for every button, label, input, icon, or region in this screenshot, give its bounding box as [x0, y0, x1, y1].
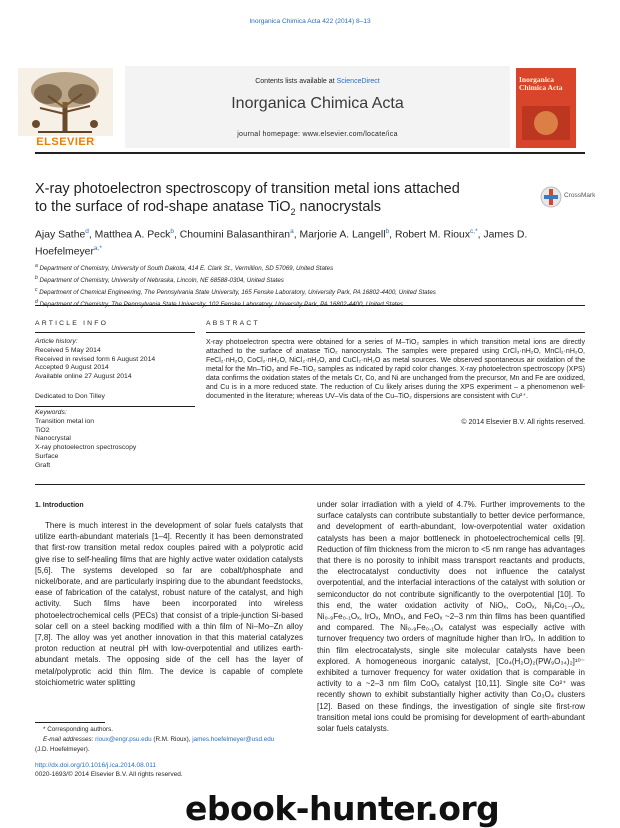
body-column-left — [35, 520, 303, 688]
author-name: Choumini Balasanthiran — [179, 229, 291, 241]
citation-link[interactable]: Inorganica Chimica Acta 422 (2014) 8–13 — [249, 18, 371, 25]
title-line-1: X-ray photoelectron spectroscopy of transition metal ions attached — [35, 181, 460, 197]
affiliation-text: Department of Chemistry, University of Nebraska, Lincoln, NE 68588-0304, United States — [37, 276, 284, 284]
history-revised: Received in revised form 6 August 2014 — [35, 355, 156, 363]
affiliation-rule — [35, 305, 585, 306]
journal-citation[interactable] — [0, 18, 620, 25]
sciencedirect-link[interactable]: ScienceDirect — [336, 78, 380, 85]
affiliation-text: Department of Chemistry, University of South Dakota, 414 E. Clark St., Vermillion, SD 57069, United States — [37, 265, 334, 273]
affiliation-mark: a — [35, 263, 38, 269]
article-history — [35, 338, 195, 382]
author-separator: , — [173, 229, 180, 241]
history-online: Available online 27 August 2014 — [35, 373, 132, 381]
email-link-rioux[interactable]: rioux@engr.psu.edu — [95, 736, 152, 743]
author-name: Robert M. Rioux — [394, 229, 471, 241]
article-info-rule — [35, 332, 195, 333]
header-rule — [35, 152, 585, 154]
abstract-heading: ABSTRACT — [206, 320, 260, 327]
article-info-heading: ARTICLE INFO — [35, 320, 109, 327]
crossmark-label: CrossMark — [564, 192, 596, 199]
author-name: Ajay Sathe — [35, 229, 86, 241]
journal-homepage[interactable]: journal homepage: www.elsevier.com/locate/ica — [237, 131, 398, 138]
keywords-list — [35, 409, 195, 471]
affiliation-mark: d — [35, 298, 38, 305]
body-column-right — [317, 499, 585, 734]
corresponding-note: Corresponding authors. — [47, 726, 114, 733]
crossmark-badge[interactable] — [540, 186, 596, 212]
history-accepted: Accepted 9 August 2014 — [35, 364, 109, 372]
abstract-rule — [206, 332, 585, 333]
email-name-hoefelmeyer: (J.D. Hoefelmeyer). — [35, 746, 90, 753]
author-name: Marjorie A. Langell — [299, 229, 386, 241]
intro-paragraph-2: under solar irradiation with a yield of 4.7%. Further improvements to the surface catalysts can contribute substantially to better device performance, and development of earth-abundant, low-overpotential water oxidation catalysts has been a major bottleneck in photoelectrochemical cells [9]. Reduction of film thickness from the micron to <5 nm range has advantages that there is no porosity to inhibit mass transport reactants and products, the electrocatalyst conductivity does not influence the catalyst overpotential, and the interfacial interactions of the catalyst with solution or semiconductor do not contribute significantly to the overpotential [10]. To this end, the water oxidation activity of NiOₓ, CoOₓ, NiᵧCo₁₋ᵧOₓ, Ni₀.₉Fe₀.₁Oₓ, IrOₓ, MnOₓ, and FeOₓ ~2–3 nm thin films has been quantified and compared. The Ni₀.₉Fe₀.₁Oₓ catalyst was especially active with turnover frequency two orders of magnitude higher than IrOₓ. In addition to thin film electrocatalysts, single site molecular catalysts have been explored. A homogeneous inorganic catalyst, [Co₄(H₂O)₂(PW₉O₃₄)₂]¹⁰⁻ exhibited a turnover frequency for water oxidation that is comparable in activity to a ~2–3 nm film CoOₓ catalyst [10,11]. Single site Co²⁺ was recently shown to exhibit substantially higher activity than Co₃O₄ clusters [12]. Based on these findings, the investigation of single site first-row transition metal ions could be promising for development of earth-abundant solar fuels catalysts. — [317, 500, 585, 734]
abstract-text: X-ray photoelectron spectra were obtained for a series of M–TiO₂ samples in which transition metal ions are directly attached to the surface of anatase TiO₂ nanocrystals. The samples were prepared using CrCl₃·nH₂O, MnCl₂·nH₂O, FeCl₂·nH₂O, CoCl₂·nH₂O, NiCl₂·nH₂O, and CuCl₂·nH₂O as metal sources. We observed spontaneous air oxidation of the metal for the Mn–TiO₂ and Fe–TiO₂ samples as indicated by rapid color changes. X-ray photoelectron spectroscopy (XPS) data confirms the oxidation states of the metals Cr, Co, and Ni are unchanged from the precursor, Mn and Fe are oxidized, and Cu is in a more reduced state. The reduction of Cu likely arises during the XPS experiment – a phenomenon well-documented in the literature; whereas UV–Vis data of the Cu–TiO₂ dispersions are consistent with Cu²⁺. — [206, 339, 585, 400]
author-affil-mark[interactable]: d — [85, 228, 89, 235]
keyword-item: Nanocrystal — [35, 435, 71, 443]
keyword-item: Surface — [35, 452, 59, 460]
contents-line — [125, 78, 510, 85]
affiliation-item — [35, 286, 585, 298]
journal-cover-thumbnail — [516, 68, 576, 148]
affiliation-list — [35, 262, 585, 309]
author-separator: , — [389, 229, 395, 241]
email-label: E-mail addresses: — [43, 736, 96, 743]
author-separator: , — [88, 229, 95, 241]
author-separator: , — [477, 229, 484, 241]
title-line-2: to the surface of rod-shape anatase TiO — [35, 199, 291, 215]
keyword-item: TiO2 — [35, 426, 50, 434]
intro-paragraph-1: There is much interest in the development of solar fuels catalysts that utilize earth-abundant materials [1–4]. Recently it has been demonstrated that first-row transition metal redox couples paired with a polyprotic acid give rise to self-healing films that are highly active water oxidation catalysts [5,6]. The systems developed so far are cobalt/phosphate and nickel/borate, and are particularly inspiring due to the abundant feedstocks, ease of fabrication of the catalyst, robust nature of the catalyst, and high activity. Such films have been incorporated into wireless photoelectrochemical cells (PECs) that consist of a triple-junction Si-based solar cell on a steel backing modified with a thin film of Ni–Mo–Zn alloy [7,8]. The alloy was yet another innovation in that this material catalyzes proton reduction at neutral pH with low-overpotential and utilizes earth-abundant metals. The opposing side of the cell has the layer of metal/polyprotic acid thin film. The device is capable of complete stoichiometric water splitting — [35, 521, 303, 687]
author-affil-mark[interactable]: b — [385, 228, 390, 235]
affiliation-item — [35, 262, 585, 274]
title-line-2-end: nanocrystals — [295, 199, 381, 215]
affiliation-item — [35, 298, 585, 310]
cover-title: Inorganica Chimica Acta — [519, 75, 563, 92]
author-list — [35, 225, 585, 260]
email-name-rioux: (R.M. Rioux), — [151, 736, 193, 743]
keywords-label: Keywords: — [35, 409, 67, 416]
cover-art-icon — [516, 68, 576, 148]
keywords-rule — [35, 406, 195, 407]
journal-name: Inorganica Chimica Acta — [231, 95, 404, 112]
author-separator: , — [293, 229, 300, 241]
issn-line: 0020-1693/© 2014 Elsevier B.V. All rights reserved. — [35, 771, 183, 778]
history-received: Received 5 May 2014 — [35, 346, 101, 354]
author-affil-mark[interactable]: c,* — [470, 228, 478, 235]
affiliation-item — [35, 274, 585, 286]
contents-prefix: Contents lists available at — [255, 78, 337, 85]
email-link-hoefelmeyer[interactable]: james.hoefelmeyer@usd.edu — [192, 736, 275, 743]
author-affil-mark[interactable]: b — [170, 228, 174, 235]
crossmark-icon — [540, 186, 562, 208]
doi-link[interactable]: http://dx.doi.org/10.1016/j.ica.2014.08.011 — [35, 762, 156, 769]
affiliation-mark: c — [35, 286, 38, 293]
article-title — [35, 180, 555, 221]
author-affil-mark[interactable]: a — [290, 228, 294, 235]
elsevier-wordmark: ELSEVIER — [36, 136, 95, 148]
tree-icon — [18, 68, 113, 136]
history-label: Article history: — [35, 338, 78, 345]
section-heading-introduction: 1. Introduction — [35, 502, 84, 509]
footnotes — [35, 725, 303, 755]
doi-block — [35, 761, 303, 779]
affiliation-mark: b — [35, 274, 38, 281]
keyword-item: X-ray photoelectron spectroscopy — [35, 444, 137, 452]
author-name: Matthea A. Peck — [94, 229, 171, 241]
author-name: James D. Hoefelmeyer — [35, 229, 528, 258]
keyword-item: Graft — [35, 461, 51, 469]
affiliation-text: Department of Chemical Engineering, The Pennsylvania State University, 165 Fenske Laboratory, University Park, PA 16802-4400, United States — [37, 288, 436, 296]
watermark-text: ebook-hunter.org — [185, 789, 500, 828]
asterisk-mark: * — [43, 726, 48, 733]
front-matter-rule — [35, 484, 585, 485]
abstract-copyright: © 2014 Elsevier B.V. All rights reserved. — [461, 419, 585, 426]
footnote-rule — [35, 722, 105, 723]
keyword-item: Transition metal ion — [35, 417, 95, 425]
author-affil-mark[interactable]: a,* — [93, 245, 102, 253]
dedication: Dedicated to Don Tilley — [35, 393, 105, 400]
title-subscript: 2 — [290, 206, 296, 217]
